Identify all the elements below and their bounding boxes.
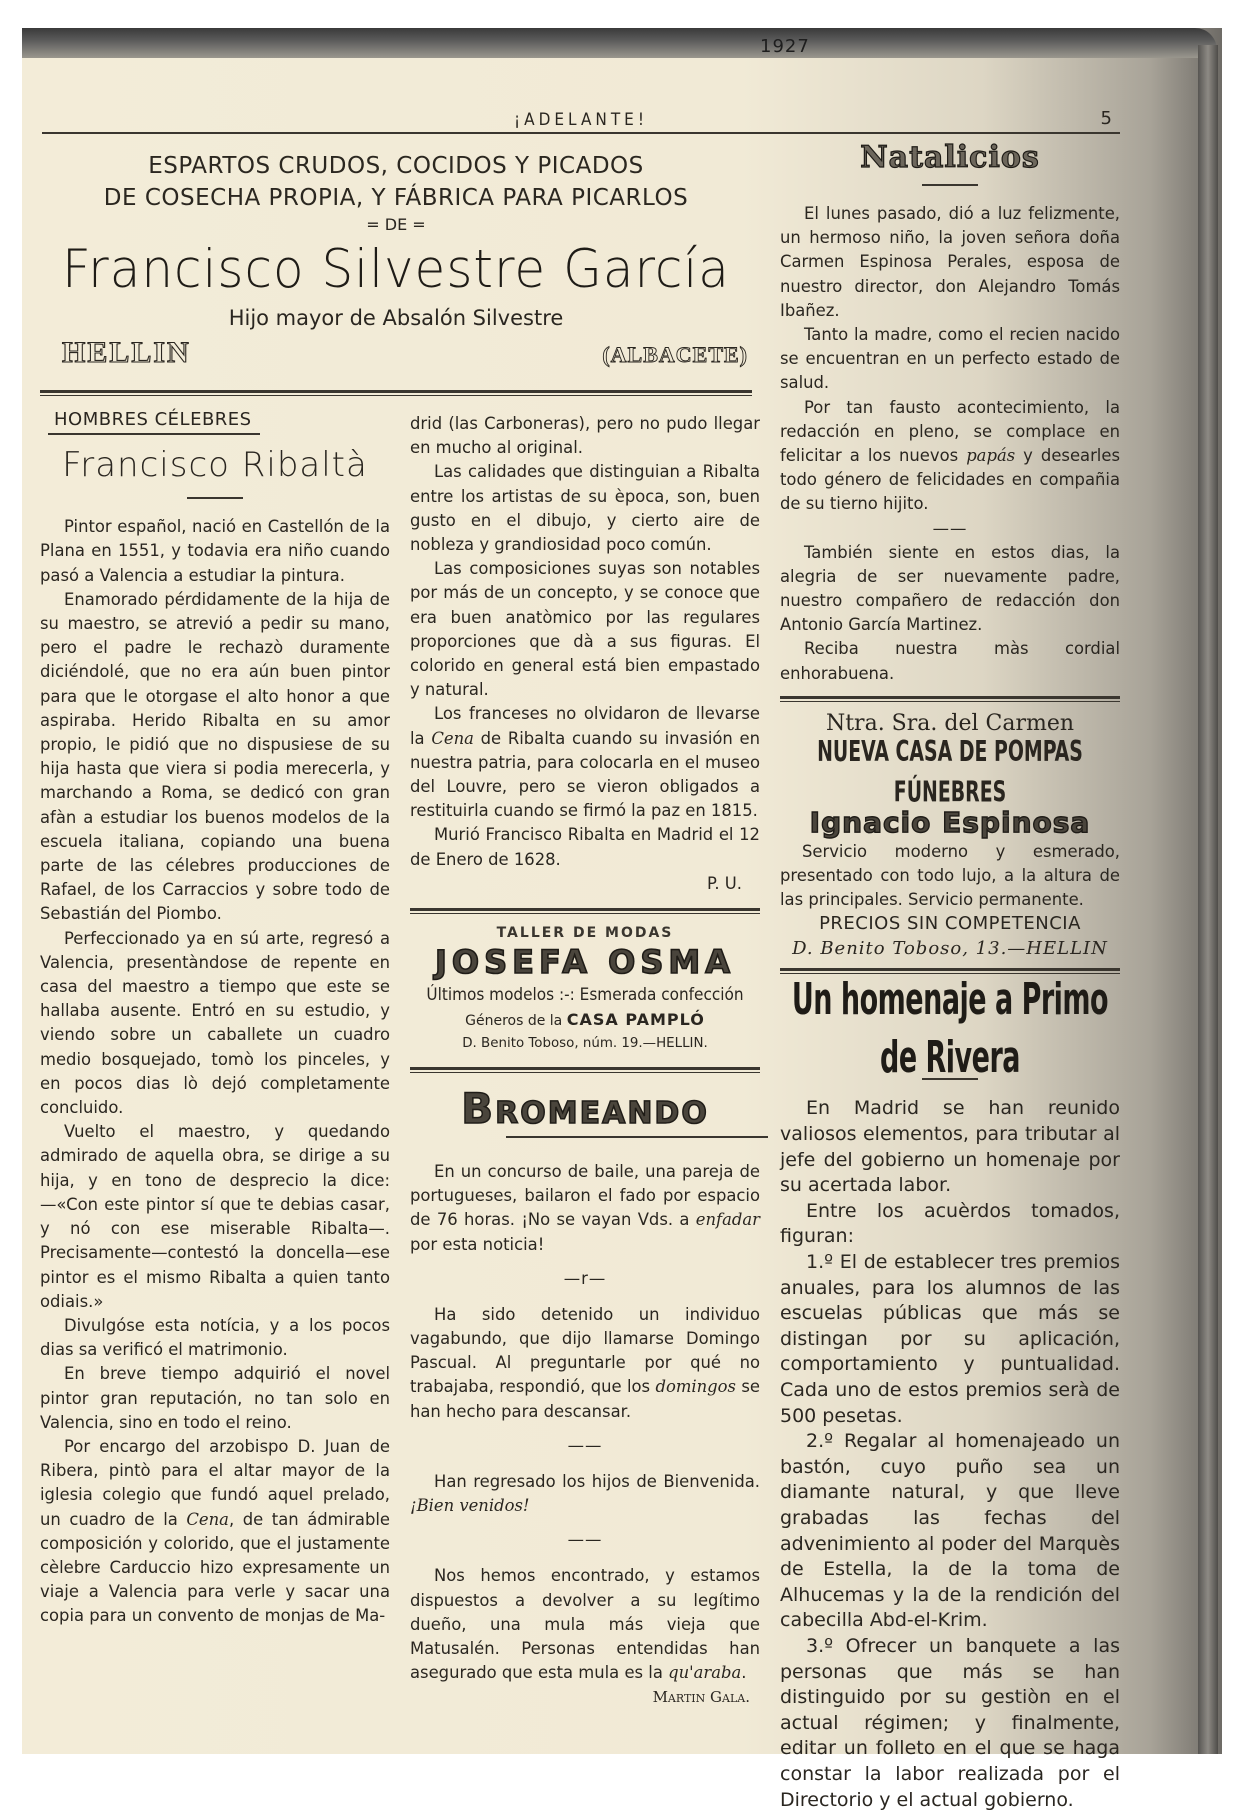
paragraph: En Madrid se han reunido valiosos elementos, para tributar al jefe del gobierno un homenaje por su acertada labor. [780, 1097, 1120, 1197]
ad-brand-line: Géneros de la CASA PAMPLÓ [465, 1010, 705, 1030]
paragraph: Las calidades que distinguian a Ribalta entre los artistas de su època, son, buen gusto en el dibujo, y cierto aire de nobleza y grandiosidad poco común. [410, 462, 760, 555]
ad-province: (ALBACETE) [602, 342, 748, 367]
ad-body: Servicio moderno y esmerado, presentado con todo lujo, a la altura de las principales. Servicio permanente. [780, 841, 1120, 910]
italic-term: Cena [431, 728, 474, 748]
paragraph: Las composiciones suyas son notables por más de un concepto, y se conoce que era buen anatòmico por las regulares proporciones que dà a sus figuras. El colorido en general está bien empastado y natural. [410, 559, 760, 700]
list-item: 1.º El de establecer tres premios anuales, para los alumnos de las escuelas públicas que más se distingan por su aplicación, comportamiento y puntualidad. Cada uno de estos premios serà de 500 pesetas. [780, 1251, 1120, 1427]
scan-top-band-year: 1927 [760, 36, 810, 57]
ad-address: D. Benito Toboso, núm. 19.—HELLIN. [462, 1036, 708, 1052]
paragraph: Vuelto el maestro, y quedando admirado de aquella obra, se dirige a su hija, y en tono de desprecio la dice: —«Con este pintor sí que te debias casar, y nó con ese miserable Ribalta—. Precisamente—contestó la doncella—ese pintor es el mismo Ribalta a quien tanto odiais.» [40, 1122, 390, 1311]
advertisement-josefa-osma [410, 924, 760, 1055]
item-separator: —— [567, 1530, 603, 1550]
paragraph: Divulgóse esta notícia, y a los pocos dias sa verificó el matrimonio. [40, 1315, 390, 1360]
scan-top-band [22, 28, 1217, 58]
joke-item: Han regresado los hijos de Bienvenida. ¡Bien venidos! [410, 1471, 760, 1516]
ad-kicker: TALLER DE MODAS [496, 925, 674, 942]
joke-item: Nos hemos encontrado, y estamos dispuestos a devolver a su legítimo dueño, una mula más vieja que Matusalén. Personas entendidas han asegurado que esta mula es la qu'araba. [410, 1566, 760, 1683]
paragraph-continuation: drid (las Carboneras), pero no pudo llegar en mucho al original. [410, 414, 760, 458]
article-signature: P. U. [707, 873, 742, 893]
paragraph: Reciba nuestra màs cordial enhorabuena. [780, 639, 1120, 683]
title-rule [506, 1136, 768, 1138]
joke-item: En un concurso de baile, una pareja de portugueses, bailaron el fado por espacio de 76 horas. ¡No se vayan Vds. a enfadar por esta noticia! [410, 1162, 760, 1254]
ad-prices: PRECIOS SIN COMPETENCIA [819, 913, 1081, 935]
section-divider [410, 1067, 760, 1073]
ad-tagline: Últimos modelos :-: Esmerada confección [426, 985, 744, 1006]
ad-location [40, 334, 752, 374]
item-separator: —r— [563, 1268, 607, 1288]
article-signature: Martin Gala. [652, 1688, 750, 1707]
ad-address: D. Benito Toboso, 13.—HELLIN [792, 938, 1108, 960]
ad-business-name: Ignacio Espinosa [809, 805, 1091, 839]
paragraph: Tanto la madre, como el recien nacido se encuentran en un perfecto estado de salud. [780, 325, 1120, 393]
paragraph: Perfeccionado ya en sú arte, regresó a Valencia, presentàndose de repente en casa del maestro a tiempo que este se hallaba ausente. Entró en su estudio, y viendo sobre un caballete un cuadro medio bosquejado, tomò los pinceles, y en pocos dias lò dejó completamente concluido. [40, 928, 390, 1118]
section-label: HOMBRES CÉLEBRES [48, 408, 260, 435]
item-separator: —— [932, 518, 968, 538]
ad-kicker: NUEVA CASA DE POMPAS FÚNEBRES [817, 735, 1083, 809]
joke-item: Ha sido detenido un individuo vagabundo, que dijo llamarse Domingo Pascual. Al preguntarle por qué no trabajaba, respondió, que los domingos se han hecho para descansar. [410, 1304, 760, 1421]
ad-business-name: Francisco Silvestre García [62, 238, 730, 300]
title-rule [922, 184, 978, 186]
section-title-bromeando: BROMEANDO [461, 1084, 709, 1134]
paragraph: El lunes pasado, dió a luz felizmente, un hermoso niño, la joven señora doña Carmen Espinosa Perales, esposa de nuestro director, don Alejandro Tomás Ibañez. [780, 204, 1120, 320]
binding-holes [10, 40, 24, 1570]
ad-line-harvest: DE COSECHA PROPIA, Y FÁBRICA PARA PICARLOS [103, 185, 689, 211]
right-column [780, 140, 1120, 1813]
italic-term: Cena [186, 1509, 229, 1529]
title-rule [187, 497, 243, 499]
list-item: 2.º Regalar al homenajeado un bastón, cuyo puño sea un diamante natural, y que lleve grabadas las fechas del advenimiento al poder del Marquès de Estella, la de la toma de Alhucemas y la de la rendición del cabecilla Abd-el-Krim. [780, 1430, 1120, 1632]
article-title: Francisco Ribaltà [62, 445, 368, 486]
ad-city: HELLIN [62, 336, 191, 369]
paragraph: Por encargo del arzobispo D. Juan de Ribera, pintò para el altar mayor de la iglesia colegio que fundó aquel prelado, un cuadro de la Cena, de tan ádmirable composición y colorido, que el justamente cèlebre Carduccio hizo expresamente un viaje a Valencia para verle y sacar una copia para un convento de monjas de Ma- [40, 1436, 390, 1626]
section-title-natalicios: Natalicios [860, 140, 1040, 175]
item-separator: —— [567, 1435, 603, 1455]
article-title: Un homenaje a Primo de Rivera [791, 975, 1109, 1085]
paragraph: Los franceses no olvidaron de llevarse la Cena de Ribalta cuando su invasión en nuestra patria, para colocarla en el museo del Louvre, pero se vieron obligados a restituirla cuando se firmó la paz en 1815. [410, 704, 760, 821]
section-divider [780, 696, 1120, 702]
scan-right-edge [1198, 45, 1218, 1754]
list-item: 3.º Ofrecer un banquete a las personas que más se han distinguido por su gestiòn en el actual régimen; y finalmente, editar un folleto en el que se haga constar la labor realizada por el Directorio y el actual gobierno. [780, 1634, 1120, 1811]
article-homenaje-body [780, 1096, 1120, 1813]
paragraph: Enamorado pérdidamente de la hija de su maestro, se atrevió a pedir su mano, pero el padre le rechazò duramente diciéndolé, que no era aún buen pintor para que le otorgase el alto honor a que aspiraba. Herido Ribalta en su amor propio, le pidió que no dispusiese de su hija hasta que viera si podia merecerla, y marchando a Roma, se dedicó con gran afàn a estudiar los buenos modelos de la escuela italiana, copiando una buena parte de las célebres producciones de Rafael, de los Carraccios y sobre todo de Sebastián del Piombo. [40, 589, 390, 924]
masthead [42, 110, 1120, 134]
ad-brand: CASA PAMPLÓ [566, 1010, 705, 1030]
ad-line-products: ESPARTOS CRUDOS, COCIDOS Y PICADOS [148, 153, 644, 179]
paragraph: Entre los acuèrdos tomados, figuran: [780, 1199, 1120, 1248]
advertisement-funeral-home [780, 710, 1120, 963]
paragraph: Murió Francisco Ribalta en Madrid el 12 de Enero de 1628. [410, 825, 760, 869]
section-divider [40, 390, 752, 396]
article-ribalta-column-1 [40, 408, 390, 1629]
ad-connector: = DE = [366, 215, 426, 234]
paragraph: En breve tiempo adquirió el novel pintor gran reputación, no tan solo en Valencia, sino en todo el reino. [40, 1364, 390, 1432]
paragraph: Pintor español, nació en Castellón de la Plana en 1551, y todavia era niño cuando pasó a Valencia a estudiar la pintura. [40, 517, 390, 585]
ad-saint: Ntra. Sra. del Carmen [825, 710, 1075, 736]
ad-business-name: JOSEFA OSMA [435, 943, 735, 982]
newspaper-title: ¡ADELANTE! [514, 110, 648, 130]
advertisement-silvestre [40, 150, 752, 374]
article-ribalta-column-2 [410, 412, 760, 1710]
page-number: 5 [1100, 108, 1112, 129]
paragraph: También siente en estos dias, la alegria de ser nuevamente padre, nuestro compañero de redacción don Antonio García Martinez. [780, 542, 1120, 635]
section-divider [410, 908, 760, 914]
paragraph: Por tan fausto acontecimiento, la redacción en pleno, se complace en felicitar a los nuevos papás y desearles todo género de felicidades en compañia de su tierno hijito. [780, 397, 1120, 514]
ad-subtitle: Hijo mayor de Absalón Silvestre [228, 306, 564, 330]
